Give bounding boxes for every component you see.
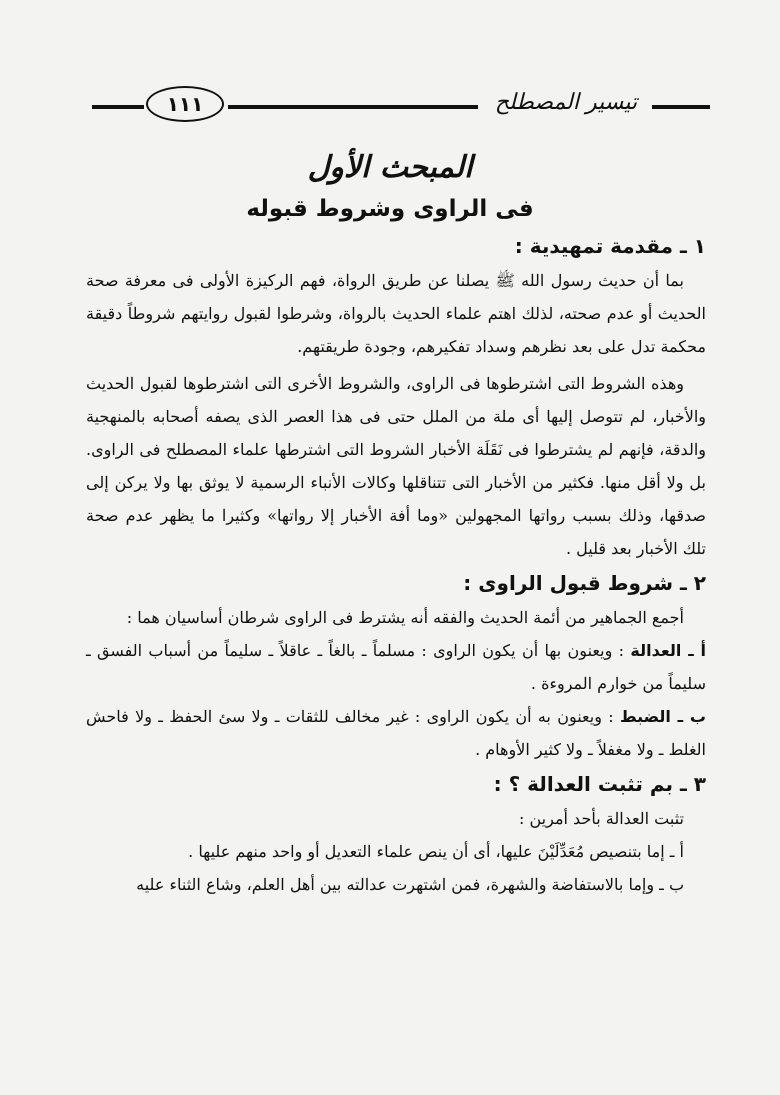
chapter-subtitle: فى الراوى وشروط قبوله [246,196,534,222]
header-rule-middle [228,105,478,109]
paragraph: تثبت العدالة بأحد أمرين : [519,809,684,828]
header-rule-left [92,105,144,109]
paragraph: أجمع الجماهير من أئمة الحديث والفقه أنه يشترط فى الراوى شرطان أساسيان هما : [126,608,684,627]
list-item-adala [86,634,706,700]
page-body [86,228,706,901]
list-item-dabt [86,700,706,766]
chapter-title: المبحث الأول [307,150,473,185]
list-item: ب ـ وإما بالاستفاضة والشهرة، فمن اشتهرت عدالته بين أهل العلم، وشاع الثناء عليه [136,875,684,894]
definition-dabt: : ويعنون به أن يكون الراوى : غير مخالف للثقات ـ ولا سئ الحفظ ـ ولا فاحش الغلط ـ ولا مغفلاً ـ ولا كثير الأوهام . [86,707,706,759]
page-number: ١١١ [146,86,224,122]
running-header [92,84,710,126]
running-title: تيسير المصطلح [494,90,638,115]
section-heading-conditions: ٢ ـ شروط قبول الراوى : [463,571,706,595]
paragraph: وهذه الشروط التى اشترطوها فى الراوى، والشروط الأخرى التى اشترطوها لقبول الحديث والأخبار، لم تتوصل إليها أى ملة من الملل حتى فى هذا العصر الذى يصفه أصحابه بالمنهجية والدقة، فإنهم لم يشترطوا فى نَقَلَة الأخبار الشروط التى اشترطها علماء المصطلح فى الراوى. بل ولا أقل منها. فكثير من الأخبار التى تتناقلها وكالات الأنباء الرسمية لا يوثق بها ولا يركن إلى صدقها، وذلك بسبب رواتها المجهولين «وما أفة الأخبار إلا رواتها» وكثيرا ما يظهر عدم صحة تلك الأخبار بعد قليل . [86,374,706,558]
section-heading-adala-proof: ٣ ـ بم تثبت العدالة ؟ : [493,772,706,796]
term-adala: أ ـ العدالة [630,641,706,660]
definition-adala: : ويعنون بها أن يكون الراوى : مسلماً ـ بالغاً ـ عاقلاً ـ سليماً من أسباب الفسق ـ سليماً من خوارم المروءة . [86,641,706,693]
section-heading-intro: ١ ـ مقدمة تمهيدية : [514,234,706,258]
list-item: أ ـ إما بتنصيص مُعَدِّلَيْنَ عليها، أى أن ينص علماء التعديل أو واحد منهم عليها . [188,842,684,861]
paragraph: بما أن حديث رسول الله ﷺ يصلنا عن طريق الرواة، فهم الركيزة الأولى فى معرفة صحة الحديث أو عدم صحته، لذلك اهتم علماء الحديث بالرواة، وشرطوا لقبول روايتهم شروطاً دقيقة محكمة تدل على بعد نظرهم وسداد تفكيرهم، وجودة طريقتهم. [86,271,706,356]
header-rule-right [652,105,710,109]
term-dabt: ب ـ الضبط [619,707,707,726]
